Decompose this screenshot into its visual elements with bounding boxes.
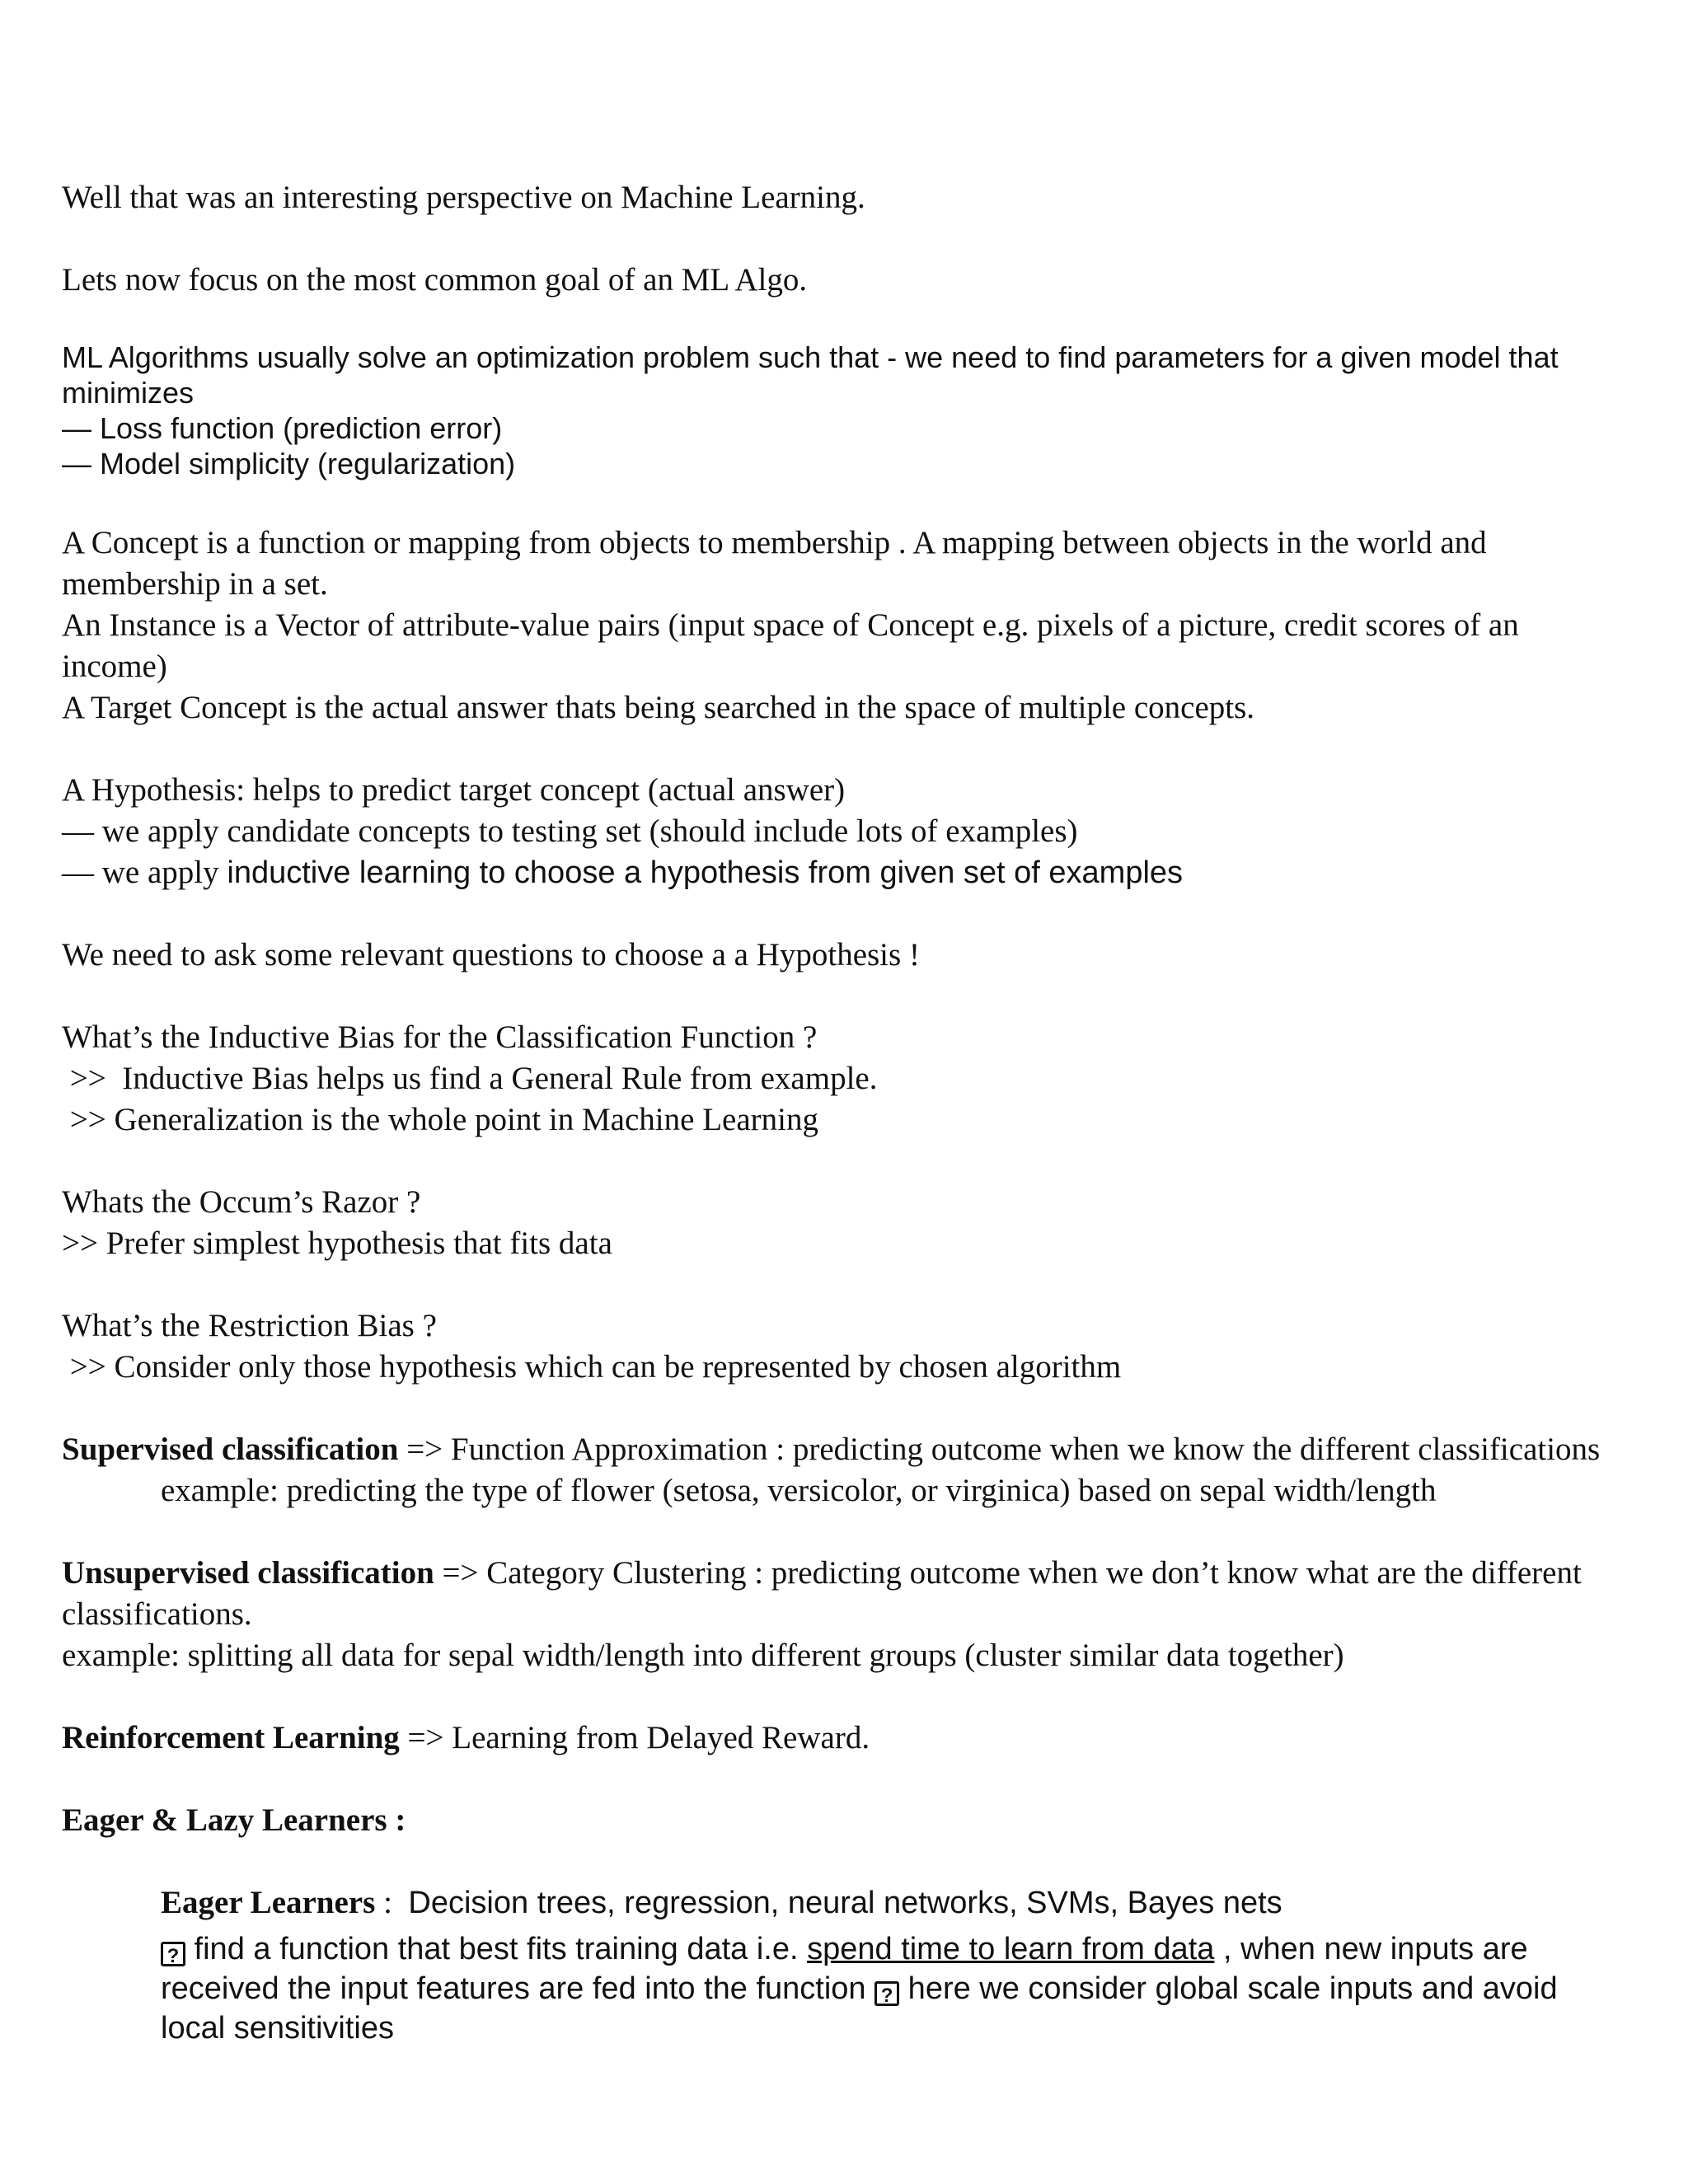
eager-learners-line-3-text-b: here we consider global scale inputs and avoid	[899, 1971, 1558, 2006]
hypothesis-definition: A Hypothesis: helps to predict target concept (actual answer)	[62, 772, 846, 808]
optimization-line-2: minimizes	[62, 376, 195, 410]
concept-definition-1: A Concept is a function or mapping from objects to membership . A mapping between objects in the world and	[62, 525, 1487, 560]
occams-razor-question: Whats the Occum’s Razor ?	[62, 1184, 421, 1220]
reinforcement-definition	[62, 1718, 1644, 1759]
spacer	[62, 218, 1644, 260]
model-simplicity-item: — Model simplicity (regularization)	[62, 447, 516, 480]
eager-lazy-heading	[62, 1800, 1644, 1841]
hypothesis-item-2-text: inductive learning to choose a hypothesis from given set of examples	[227, 855, 1184, 890]
inductive-bias-question: What’s the Inductive Bias for the Classification Function ?	[62, 1019, 818, 1055]
spacer	[62, 1676, 1644, 1718]
hypothesis-item-2	[62, 852, 1644, 893]
spacer	[62, 481, 1644, 523]
eager-learners-line-3-text-a: received the input features are fed into the function	[161, 1971, 875, 2006]
supervised-block	[62, 1429, 1644, 1511]
questions-intro: We need to ask some relevant questions to choose a a Hypothesis !	[62, 937, 920, 972]
restriction-bias-question: What’s the Restriction Bias ?	[62, 1308, 437, 1343]
instance-definition-1: An Instance is a Vector of attribute-value pairs (input space of Concept e.g. pixels of a picture, credit scores of an	[62, 607, 1519, 643]
spacer	[62, 1759, 1644, 1800]
spacer	[62, 1841, 1644, 1882]
hypothesis-item-2-prefix: — we apply	[62, 855, 227, 890]
eager-learners-line-2-text-b: , when new inputs are	[1214, 1932, 1528, 1966]
unsupervised-block	[62, 1553, 1644, 1676]
spacer	[62, 729, 1644, 770]
loss-function-item: — Loss function (prediction error)	[62, 411, 503, 445]
intro-paragraph: Well that was an interesting perspective on Machine Learning.	[62, 180, 865, 215]
optimization-block	[62, 340, 1644, 481]
inductive-bias-block	[62, 1017, 1644, 1141]
spacer	[62, 893, 1644, 935]
eager-learners-line-2	[161, 1929, 1644, 1969]
eager-learners-line-3	[161, 1969, 1644, 2008]
hypothesis-block	[62, 770, 1644, 893]
eager-learners-list: Decision trees, regression, neural networks, SVMs, Bayes nets	[408, 1886, 1282, 1920]
reinforcement-description: => Learning from Delayed Reward.	[399, 1720, 870, 1755]
supervised-term: Supervised classification	[62, 1432, 399, 1467]
spacer	[62, 1264, 1644, 1305]
eager-learners-line-1	[161, 1882, 1644, 1929]
eager-learners-term: Eager Learners	[161, 1885, 376, 1920]
occams-razor-block	[62, 1182, 1644, 1264]
occams-razor-answer: >> Prefer simplest hypothesis that fits data	[62, 1226, 612, 1261]
instance-definition-2: income)	[62, 649, 167, 684]
spacer	[62, 301, 1644, 340]
eager-learners-underlined: spend time to learn from data	[807, 1932, 1215, 1966]
spacer	[62, 1141, 1644, 1182]
unsupervised-description: => Category Clustering : predicting outcome when we don’t know what are the different	[434, 1555, 1582, 1591]
question-box-icon: ?	[161, 1942, 185, 1966]
hypothesis-item-1: — we apply candidate concepts to testing set (should include lots of examples)	[62, 813, 1078, 849]
unsupervised-example: example: splitting all data for sepal width/length into different groups (cluster similar data together)	[62, 1638, 1344, 1673]
unsupervised-term: Unsupervised classification	[62, 1555, 434, 1591]
focus-paragraph: Lets now focus on the most common goal of an ML Algo.	[62, 262, 808, 298]
supervised-description: => Function Approximation : predicting outcome when we know the different classifications	[398, 1432, 1601, 1467]
concept-definition-2: membership in a set.	[62, 566, 328, 602]
inductive-bias-answer-2: >> Generalization is the whole point in Machine Learning	[62, 1102, 818, 1137]
document-body	[62, 177, 1644, 2048]
eager-learners-line-4: local sensitivities	[161, 2011, 394, 2046]
eager-lazy-heading-text: Eager & Lazy Learners :	[62, 1802, 406, 1838]
restriction-bias-answer: >> Consider only those hypothesis which can be represented by chosen algorithm	[62, 1349, 1122, 1385]
supervised-example: example: predicting the type of flower (setosa, versicolor, or virginica) based on sepal width/length	[161, 1473, 1437, 1508]
spacer	[62, 976, 1644, 1017]
inductive-bias-answer-1: >> Inductive Bias helps us find a General Rule from example.	[62, 1061, 878, 1096]
supervised-definition	[62, 1429, 1644, 1470]
unsupervised-definition-2: classifications.	[62, 1596, 252, 1632]
eager-learners-block	[62, 1882, 1644, 2048]
restriction-bias-block	[62, 1305, 1644, 1388]
reinforcement-term: Reinforcement Learning	[62, 1720, 400, 1755]
spacer	[62, 1511, 1644, 1553]
unsupervised-definition	[62, 1553, 1644, 1594]
question-box-icon: ?	[874, 1981, 899, 2006]
eager-learners-line-2-text-a: find a function that best fits training data i.e.	[185, 1932, 808, 1966]
optimization-line-1: ML Algorithms usually solve an optimization problem such that - we need to find parameters for a given model that	[62, 340, 1559, 374]
eager-learners-colon: :	[375, 1885, 409, 1920]
definitions-block	[62, 523, 1644, 729]
target-concept-definition: A Target Concept is the actual answer thats being searched in the space of multiple concepts.	[62, 690, 1255, 725]
spacer	[62, 1388, 1644, 1429]
